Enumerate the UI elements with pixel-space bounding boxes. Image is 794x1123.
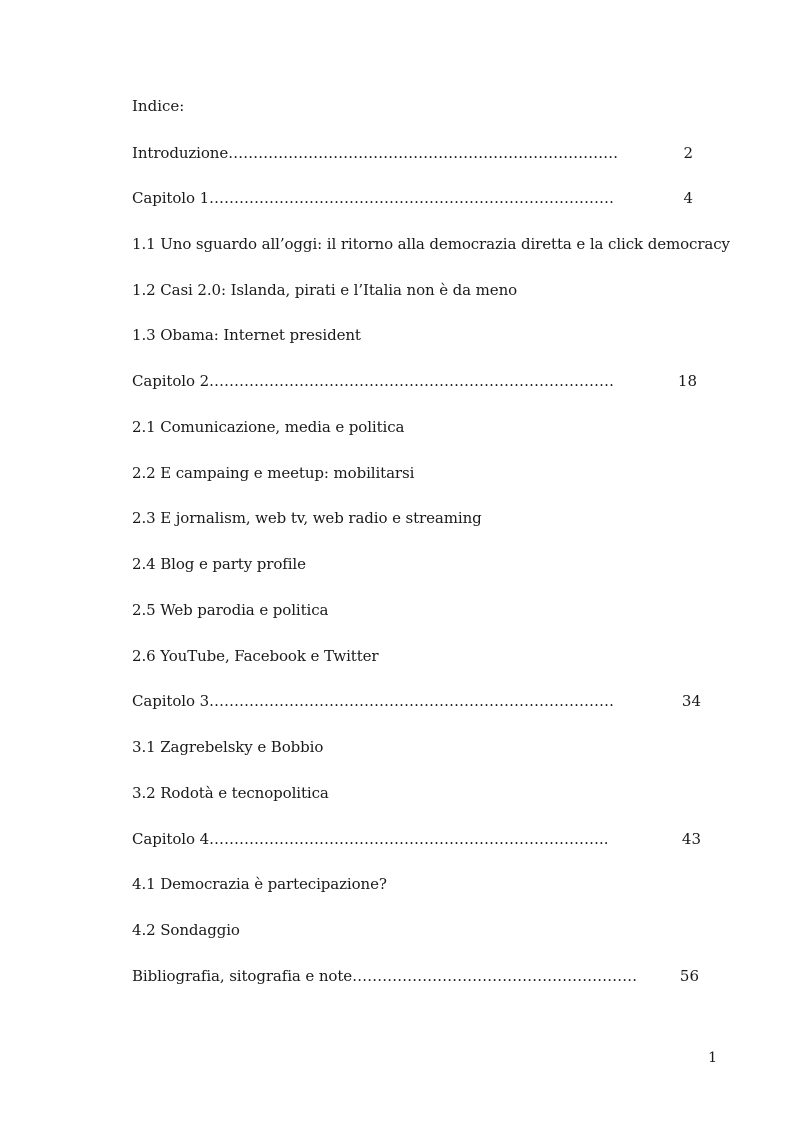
toc-page-number: 56 [679,967,699,985]
toc-entry-label: 1.1 Uno sguardo all’oggi: il ritorno alla democrazia diretta e la click democracy [132,235,730,253]
toc-page-number: 34 [681,692,701,710]
toc-entry-2-1 [132,417,404,437]
toc-entry-introduzione [132,143,618,163]
toc-leader-dots: ………………………………………………… [352,967,638,985]
toc-entry-label: Capitolo 4 [132,830,210,848]
toc-entry-capitolo-1 [132,188,614,208]
toc-page-number: 2 [683,144,693,162]
toc-entry-2-5 [132,600,328,620]
toc-entry-label: 2.1 Comunicazione, media e politica [132,418,405,436]
toc-entry-1-1 [132,234,730,254]
toc-leader-dots: …………………………………………………………………… [228,144,619,162]
toc-leader-dots: ……………………………………………………………………… [209,692,615,710]
toc-entry-label: 1.3 Obama: Internet president [132,326,361,344]
toc-entry-capitolo-3 [132,691,614,711]
toc-entry-label: Introduzione [132,144,229,162]
toc-entry-label: Capitolo 1 [132,189,210,207]
toc-entry-label: 4.1 Democrazia è partecipazione? [132,875,387,893]
toc-page-number: 18 [677,372,697,390]
toc-entry-label: 2.5 Web parodia e politica [132,601,329,619]
toc-entry-label: Capitolo 3 [132,692,210,710]
toc-entry-bibliografia [132,966,637,986]
toc-entry-2-3 [132,508,482,528]
toc-page-number: 4 [683,189,693,207]
toc-entry-3-2 [132,783,329,803]
page-number: 1 [708,1050,717,1066]
toc-entry-2-6 [132,646,378,666]
toc-leader-dots: ……………………………………………………………………… [209,372,615,390]
toc-entry-1-2 [132,280,517,300]
toc-entry-3-1 [132,737,323,757]
toc-entry-label: 2.3 E jornalism, web tv, web radio e streaming [132,509,482,527]
toc-entry-label: 2.4 Blog e party profile [132,555,306,573]
toc-entry-capitolo-2 [132,371,614,391]
toc-entry-label: 3.2 Rodotà e tecnopolitica [132,784,329,802]
toc-heading: Indice: [132,97,185,115]
toc-leader-dots: ……………………………………………………………………… [209,189,615,207]
toc-entry-capitolo-4 [132,829,609,849]
toc-entry-label: 1.2 Casi 2.0: Islanda, pirati e l’Italia non è da meno [132,281,518,299]
toc-entry-4-1 [132,874,387,894]
toc-entry-label: Capitolo 2 [132,372,210,390]
toc-entry-1-3 [132,325,361,345]
toc-entry-label: 3.1 Zagrebelsky e Bobbio [132,738,324,756]
toc-page-number: 43 [681,830,701,848]
toc-leader-dots: …………………………………………………………………….. [209,830,609,848]
toc-entry-2-2 [132,463,414,483]
toc-entry-label: 2.6 YouTube, Facebook e Twitter [132,647,379,665]
toc-entry-label: Bibliografia, sitografia e note [132,967,353,985]
toc-entry-2-4 [132,554,306,574]
toc-entry-label: 4.2 Sondaggio [132,921,240,939]
toc-entry-4-2 [132,920,240,940]
toc-entry-label: 2.2 E campaing e meetup: mobilitarsi [132,464,415,482]
